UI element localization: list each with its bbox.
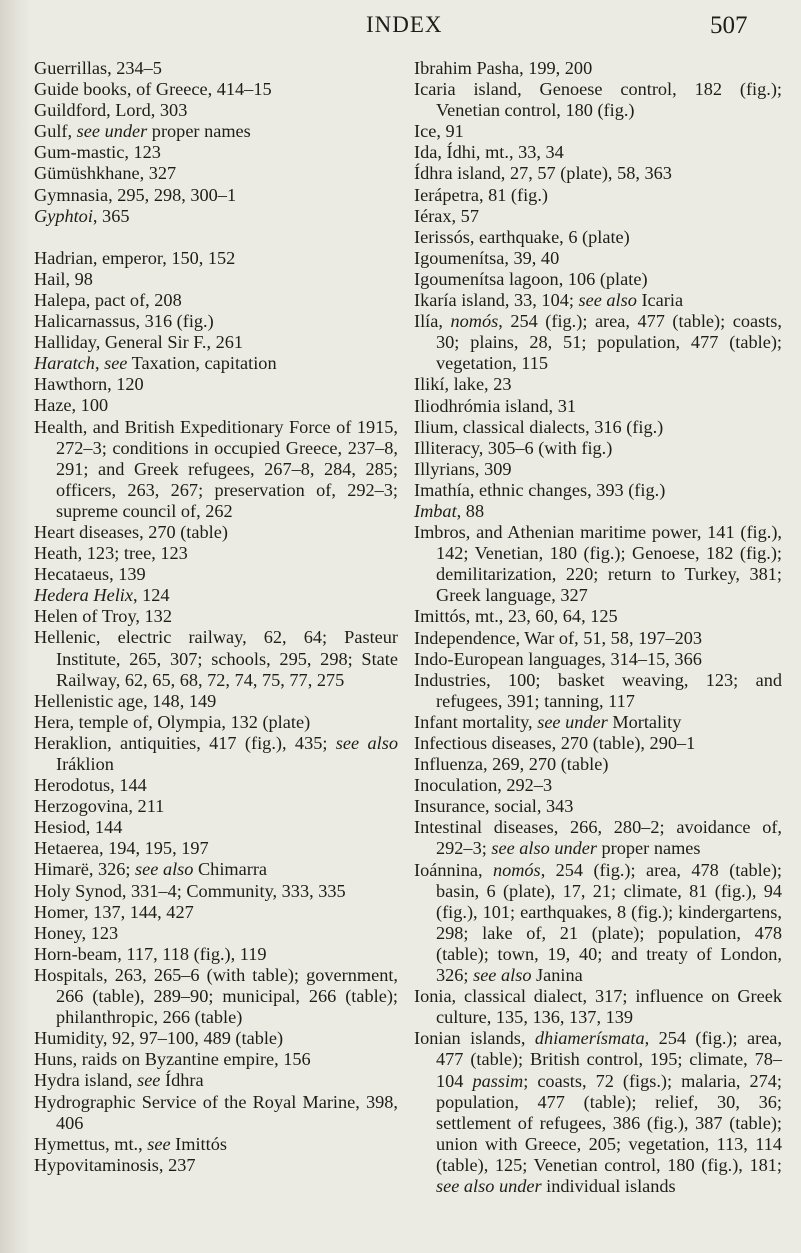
index-entry-text: Hymettus, mt., [34,1133,148,1154]
index-entry [34,417,398,522]
index-entry [414,775,782,796]
index-entry [414,670,782,712]
index-entry [34,395,398,416]
index-entry [34,79,398,100]
index-entry [414,480,782,501]
index-entry-text: Illyrians, 309 [414,458,512,479]
index-entry-text: , 254 (fig.); area, 477 (table); coasts, 30; plains, 28, 51; population, 477 (table); vegetation, 115 [436,311,782,374]
running-title: INDEX [366,12,443,37]
index-entry-text: Ierissós, earthquake, 6 (plate) [414,226,630,247]
index-entry [34,1092,398,1134]
index-entry [414,142,782,163]
index-entry [34,902,398,923]
index-entry-text: Ilikí, lake, 23 [414,374,512,395]
index-entry [414,163,782,184]
index-entry [414,796,782,817]
index-entry [34,859,398,880]
index-entry-italic-text: see also [335,732,398,753]
index-entry [414,606,782,627]
index-entry [34,944,398,965]
index-entry [414,121,782,142]
index-entry-italic-text: see under [76,121,148,142]
index-entry-text: Humidity, 92, 97–100, 489 (table) [34,1028,284,1049]
index-entry-text: Halicarnassus, 316 (fig.) [34,311,214,332]
index-entry-text: Indo-European languages, 314–15, 366 [414,648,702,669]
index-entry [34,733,398,775]
index-entry-text: Heraklion, antiquities, 417 (fig.), 435; [34,732,336,753]
index-entry-text: Intestinal diseases, 266, 280–2; avoidance of, 292–3; [414,817,782,859]
index-entry-text: Haze, 100 [34,395,109,416]
index-entry-italic-text: dhiamerísmata [534,1028,645,1049]
index-entry-italic-text: see [104,353,128,374]
index-entry [414,79,782,121]
index-entry-text: , 365 [92,205,130,226]
index-entry-text: Helen of Troy, 132 [34,606,172,627]
index-entry [414,290,782,311]
index-entry [34,311,398,332]
index-entry [414,1028,782,1197]
index-entry [34,1049,398,1070]
index-entry [34,332,398,353]
index-entry-text: Himarë, 326; [34,859,136,880]
index-entry [414,817,782,859]
index-entry-text: proper names [147,121,251,142]
index-entry-text: Homer, 137, 144, 427 [34,901,194,922]
index-entry-italic-text: see also [135,859,194,880]
index-entry [34,163,398,184]
index-entry-text: Hawthorn, 120 [34,374,144,395]
index-entry [414,649,782,670]
index-entry [34,1028,398,1049]
index-entry-text: Gümüshkhane, 327 [34,163,177,184]
index-entry-text: Hadrian, emperor, 150, 152 [34,247,236,268]
index-entry [414,860,782,987]
index-entry [34,1070,398,1091]
index-entry-text: Illiteracy, 305–6 (with fig.) [414,437,613,458]
index-entry [34,627,398,690]
index-entry [34,121,398,142]
index-entry-text: Hydrographic Service of the Royal Marine, 398, 406 [34,1091,398,1133]
index-entry-text: Imittós [170,1133,227,1154]
index-entry-text: Hellenistic age, 148, 149 [34,690,217,711]
index-entry-text: Hetaerea, 194, 195, 197 [34,838,209,859]
index-entry-text: Infectious diseases, 270 (table), 290–1 [414,733,696,753]
index-entry-text: Influenza, 269, 270 (table) [414,754,609,775]
index-entry-text: Guildford, Lord, 303 [34,100,188,121]
index-entry [34,1155,398,1176]
index-entry-text: Inoculation, 292–3 [414,775,553,796]
index-entry-text: Ilía, [414,311,451,332]
index-entry [34,796,398,817]
index-entry-text: Taxation, capitation [127,353,277,374]
index-entry [414,396,782,417]
index-entry-text: Infant mortality, [414,711,538,732]
index-entry [34,606,398,627]
index-entry-text: Hypovitaminosis, 237 [34,1154,196,1175]
index-entry-text: Independence, War of, 51, 58, 197–203 [414,627,703,648]
index-entry-text: , 124 [133,585,170,606]
index-entry-text: Imittós, mt., 23, 60, 64, 125 [414,606,618,627]
index-entry-text: Gymnasia, 295, 298, 300–1 [34,184,237,205]
index-entry [414,501,782,522]
index-entry-text: Ionia, classical dialect, 317; influence on Greek culture, 135, 136, 137, 139 [414,986,782,1028]
index-entry [414,248,782,269]
index-entry-italic-text: passim [472,1070,524,1091]
index-entry-text: Gum-mastic, 123 [34,142,161,163]
index-entry-text: Iliodhrómia island, 31 [414,395,576,416]
index-entry-text: Hail, 98 [34,268,93,289]
index-entry-text: Gulf, [34,121,77,142]
index-entry-text: Hecataeus, 139 [34,564,146,585]
index-entry-text: Hesiod, 144 [34,817,123,838]
index-entry-italic-text: Haratch [34,353,95,374]
index-entry [34,248,398,269]
index-entry [34,269,398,290]
binding-gutter-shadow [0,0,30,1253]
index-entry [414,712,782,733]
index-entry-text: Hospitals, 263, 265–6 (with table); government, 266 (table), 289–90; municipal, 266 (table); philanthropic, 266 (table) [34,964,398,1028]
index-entry-italic-text: Imbat [414,500,457,521]
index-entry [414,459,782,480]
index-entry [414,522,782,606]
index-entry-text: Icaria [636,290,684,311]
index-entry-text: Guerrillas, 234–5 [34,58,162,78]
index-entry [414,628,782,649]
index-entry [34,965,398,1028]
index-column-right [414,58,782,1197]
index-entry-text: Mortality [607,711,682,732]
index-entry-text: Iérax, 57 [414,205,479,226]
index-entry-text: Hydra island, [34,1070,138,1091]
index-entry [414,227,782,248]
index-entry [34,374,398,395]
index-entry-text: Heart diseases, 270 (table) [34,521,228,542]
index-entry-italic-text: Hedera Helix [34,585,133,606]
index-entry [34,881,398,902]
index-entry-text: , 254 (fig.); area, 478 (table); basin, 6 (plate), 17, 21; climate, 81 (fig.), 94 (fig.), 101; earthquakes, 8 (fig.); kindergartens, 298; lake of, 21 (plate); population, 478 (table); town, 19, 40; and treaty of London, 326; [436,859,782,986]
index-entry-text: Holy Synod, 331–4; Community, 333, 335 [34,880,346,901]
index-entry-text: Chimarra [193,859,268,880]
index-entry [34,185,398,206]
index-entry-text: Halepa, pact of, 208 [34,289,182,310]
index-entry-italic-text: Gyphtoi [34,205,93,226]
index-entry [34,712,398,733]
index-entry-text: Health, and British Expeditionary Force of 1915, 272–3; conditions in occupied Greece, 237–8, 291; and Greek refugees, 267–8, 284, 285; officers, 263, 267; preservation of, 292–3; supreme council of, 262 [34,416,398,521]
index-entry [34,290,398,311]
index-entry [414,438,782,459]
index-entry-text: Ice, 91 [414,121,464,142]
index-entry-text: Imathía, ethnic changes, 393 (fig.) [414,479,666,500]
index-entry [34,564,398,585]
index-entry-text: Herzogovina, 211 [34,796,165,817]
index-entry [34,923,398,944]
index-entry [34,142,398,163]
index-entry-italic-text: nomós [492,859,541,880]
index-entry-text: Ida, Ídhi, mt., 33, 34 [414,142,564,163]
index-entry-italic-text: see under [537,711,608,732]
index-entry [414,754,782,775]
index-entry-text: , 88 [456,500,485,521]
index-entry-text: Heath, 123; tree, 123 [34,543,188,564]
index-entry-text: Ioánnina, [414,859,493,880]
index-entry-text: Halliday, General Sir F., 261 [34,332,244,353]
index-entry-text: Honey, 123 [34,922,119,943]
index-entry-text: , 254 (fig.); area, 477 (table); British control, 195; climate, 78–104 [436,1028,782,1091]
index-entry-text: Iráklion [56,754,114,774]
running-header [0,12,801,42]
index-entry [414,58,782,79]
index-entry-text: Hera, temple of, Olympia, 132 (plate) [34,711,311,732]
index-entry-text: Ionian islands, [414,1028,535,1049]
index-entry [414,417,782,438]
index-entry-italic-text: see [147,1133,171,1154]
index-entry-italic-text: see also [578,290,637,311]
index-entry-text: proper names [596,838,701,859]
index-entry-italic-text: see also under [491,838,597,859]
index-entry-text: Ikaría island, 33, 104; [414,290,579,311]
index-entry [34,585,398,606]
index-entry [34,206,398,227]
index-entry-text: Ilium, classical dialects, 316 (fig.) [414,416,664,437]
index-entry [34,522,398,543]
index-entry [34,1134,398,1155]
page-number: 507 [710,12,748,39]
index-entry-text: ; coasts, 72 (figs.); malaria, 274; population, 477 (table); relief, 30, 36; settlement of refugees, 386 (fig.), 387 (table); union with Greece, 205; vegetation, 113, 114 (table), 125; Venetian control, 180 (fig.), 181; [436,1070,782,1175]
index-entry-text: Janina [531,965,583,986]
index-entry-text: Igoumenítsa lagoon, 106 (plate) [414,268,648,289]
index-entry-text: Guide books, of Greece, 414–15 [34,79,272,100]
index-entry [34,838,398,859]
letter-section-gap [34,227,398,248]
index-entry [34,543,398,564]
index-entry [414,311,782,374]
index-entry-text: Ierápetra, 81 (fig.) [414,184,548,205]
index-entry [414,374,782,395]
index-entry [34,100,398,121]
index-entry-italic-text: see also under [436,1175,542,1196]
index-entry [414,269,782,290]
index-entry-text: Ibrahim Pasha, 199, 200 [414,58,593,78]
index-entry-text: , [94,353,105,374]
index-entry-text: Herodotus, 144 [34,775,147,796]
index-entry [34,817,398,838]
index-entry-text: Huns, raids on Byzantine empire, 156 [34,1049,311,1070]
index-entry-text: individual islands [541,1175,676,1196]
index-entry-text: Icaria island, Genoese control, 182 (fig.); Venetian control, 180 (fig.) [414,79,782,121]
index-entry [34,58,398,79]
index-entry-text: Industries, 100; basket weaving, 123; and refugees, 391; tanning, 117 [414,669,782,711]
index-entry-text: Ídhra island, 27, 57 (plate), 58, 363 [414,163,672,184]
index-entry-italic-text: nomós [450,311,499,332]
index-entry-text: Igoumenítsa, 39, 40 [414,247,560,268]
index-entry-text: Ídhra [160,1070,204,1091]
index-entry [34,691,398,712]
index-entry-text: Imbros, and Athenian maritime power, 141 (fig.), 142; Venetian, 180 (fig.); Genoese, 182 (fig.); demilitarization, 220; return to Turkey, 381; Greek language, 327 [414,522,782,606]
index-entry [414,206,782,227]
index-column-left [34,58,398,1176]
index-entry [414,733,782,754]
index-entry-text: Insurance, social, 343 [414,796,574,817]
index-entry [414,185,782,206]
index-entry-italic-text: see also [473,965,532,986]
index-entry [414,986,782,1028]
index-entry-text: Horn-beam, 117, 118 (fig.), 119 [34,943,267,964]
index-entry [34,353,398,374]
index-entry-text: Hellenic, electric railway, 62, 64; Pasteur Institute, 265, 307; schools, 295, 298; State Railway, 62, 65, 68, 72, 74, 75, 77, 275 [34,627,398,690]
index-entry [34,775,398,796]
index-entry-italic-text: see [137,1070,161,1091]
